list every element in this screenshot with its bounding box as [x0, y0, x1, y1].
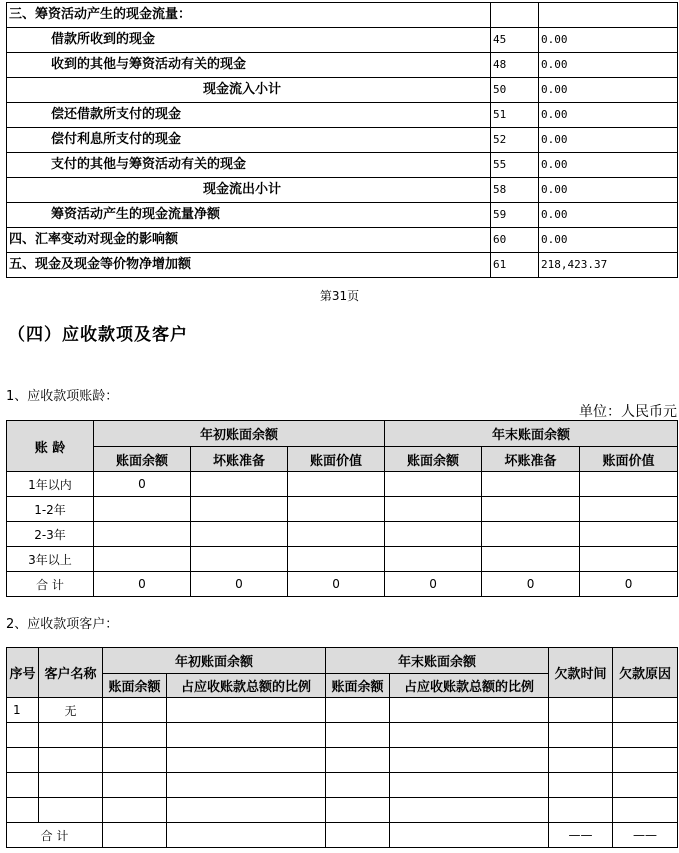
line-item-label: 三、筹资活动产生的现金流量： — [7, 3, 491, 28]
table-cell — [482, 472, 580, 497]
age-bucket-label: 2-3年 — [7, 522, 94, 547]
table-cell — [167, 723, 326, 748]
overdue-reason-column-header: 欠款原因 — [613, 648, 678, 698]
table-cell — [390, 773, 549, 798]
table-cell — [613, 798, 678, 823]
table-cell — [385, 547, 482, 572]
table-row — [7, 547, 678, 572]
table-row — [7, 103, 678, 128]
table-row — [7, 748, 678, 773]
line-number: 58 — [491, 178, 539, 203]
sub-header: 账面余额 — [326, 674, 390, 698]
line-item-label: 支付的其他与筹资活动有关的现金 — [7, 153, 491, 178]
table-row — [7, 497, 678, 522]
table-cell — [482, 497, 580, 522]
table-row — [7, 698, 678, 723]
table-cell — [167, 698, 326, 723]
section-title: （四）应收款项及客户 — [8, 325, 188, 345]
total-reason: —— — [613, 823, 678, 848]
table-row — [7, 153, 678, 178]
amount-value: 0.00 — [539, 128, 678, 153]
table-cell — [288, 497, 385, 522]
table-cell: 0 — [580, 572, 678, 597]
table-cell — [549, 748, 613, 773]
seq-cell — [7, 773, 39, 798]
total-time: —— — [549, 823, 613, 848]
line-number: 60 — [491, 228, 539, 253]
sub-header: 账面价值 — [288, 447, 385, 472]
total-label: 合 计 — [7, 823, 103, 848]
aging-subtitle: 1、应收款项账龄： — [6, 389, 119, 404]
table-cell — [103, 748, 167, 773]
seq-cell — [7, 798, 39, 823]
line-item-label: 收到的其他与筹资活动有关的现金 — [7, 53, 491, 78]
customers-subtitle: 2、应收款项客户： — [6, 617, 119, 632]
amount-value: 0.00 — [539, 228, 678, 253]
table-cell — [167, 798, 326, 823]
table-cell — [482, 522, 580, 547]
table-cell — [167, 773, 326, 798]
sub-header: 坏账准备 — [482, 447, 580, 472]
table-cell — [103, 723, 167, 748]
line-number: 61 — [491, 253, 539, 278]
table-cell — [103, 798, 167, 823]
table-cell — [103, 698, 167, 723]
amount-value: 0.00 — [539, 28, 678, 53]
table-cell — [288, 472, 385, 497]
line-item-label: 偿还借款所支付的现金 — [7, 103, 491, 128]
table-row — [7, 522, 678, 547]
cash-flow-table — [6, 2, 678, 278]
table-cell — [326, 698, 390, 723]
receivables-customers-table — [6, 647, 678, 848]
line-number: 59 — [491, 203, 539, 228]
table-cell — [549, 773, 613, 798]
age-bucket-label: 3年以上 — [7, 547, 94, 572]
table-cell — [385, 472, 482, 497]
amount-value: 0.00 — [539, 203, 678, 228]
amount-value: 0.00 — [539, 103, 678, 128]
age-bucket-label: 1-2年 — [7, 497, 94, 522]
table-cell — [191, 547, 288, 572]
seq-cell: 1 — [7, 698, 39, 723]
table-cell — [390, 723, 549, 748]
line-item-label: 借款所收到的现金 — [7, 28, 491, 53]
table-row — [7, 472, 678, 497]
table-cell — [103, 823, 167, 848]
table-cell — [613, 773, 678, 798]
sub-header: 占应收账款总额的比例 — [167, 674, 326, 698]
sub-header: 账面价值 — [580, 447, 678, 472]
customer-name-cell — [39, 723, 103, 748]
table-row — [7, 228, 678, 253]
age-bucket-label: 1年以内 — [7, 472, 94, 497]
table-row — [7, 723, 678, 748]
table-cell — [288, 547, 385, 572]
table-cell — [326, 773, 390, 798]
table-cell — [385, 497, 482, 522]
table-cell — [103, 773, 167, 798]
table-cell: 0 — [482, 572, 580, 597]
table-cell — [580, 497, 678, 522]
table-row — [7, 128, 678, 153]
line-number: 55 — [491, 153, 539, 178]
table-cell — [580, 522, 678, 547]
table-cell — [390, 798, 549, 823]
table-cell — [390, 748, 549, 773]
table-cell — [613, 748, 678, 773]
line-item-label: 四、汇率变动对现金的影响额 — [7, 228, 491, 253]
table-cell — [94, 497, 191, 522]
table-cell — [549, 798, 613, 823]
line-item-label: 现金流出小计 — [7, 178, 491, 203]
table-cell — [385, 522, 482, 547]
table-cell — [549, 723, 613, 748]
amount-value: 0.00 — [539, 78, 678, 103]
table-cell — [613, 723, 678, 748]
table-row — [7, 78, 678, 103]
table-cell — [390, 698, 549, 723]
table-cell: 0 — [94, 572, 191, 597]
begin-balance-group-header: 年初账面余额 — [103, 648, 326, 674]
sub-header: 坏账准备 — [191, 447, 288, 472]
line-number: 48 — [491, 53, 539, 78]
table-cell — [326, 798, 390, 823]
begin-balance-group-header: 年初账面余额 — [94, 421, 385, 447]
age-bucket-label: 合 计 — [7, 572, 94, 597]
table-row — [7, 773, 678, 798]
line-number: 52 — [491, 128, 539, 153]
table-cell — [580, 472, 678, 497]
amount-value: 0.00 — [539, 53, 678, 78]
table-row — [7, 28, 678, 53]
page-number: 第31页 — [319, 289, 360, 303]
sub-header: 占应收账款总额的比例 — [390, 674, 549, 698]
table-cell: 0 — [94, 472, 191, 497]
end-balance-group-header: 年末账面余额 — [326, 648, 549, 674]
sub-header: 账面余额 — [385, 447, 482, 472]
customer-name-cell — [39, 773, 103, 798]
line-item-label: 筹资活动产生的现金流量净额 — [7, 203, 491, 228]
seq-column-header: 序号 — [7, 648, 39, 698]
end-balance-group-header: 年末账面余额 — [385, 421, 678, 447]
amount-value: 218,423.37 — [539, 253, 678, 278]
amount-value: 0.00 — [539, 153, 678, 178]
table-cell — [167, 823, 326, 848]
seq-cell — [7, 748, 39, 773]
table-row — [7, 178, 678, 203]
table-row — [7, 572, 678, 597]
table-cell: 0 — [288, 572, 385, 597]
table-row — [7, 798, 678, 823]
table-cell — [482, 547, 580, 572]
customer-name-column-header: 客户名称 — [39, 648, 103, 698]
currency-unit: 单位：人民币元 — [579, 404, 677, 420]
amount-value — [539, 3, 678, 28]
table-cell — [94, 547, 191, 572]
line-item-label: 五、现金及现金等价物净增加额 — [7, 253, 491, 278]
table-cell: 0 — [191, 572, 288, 597]
table-cell — [167, 748, 326, 773]
receivables-aging-table — [6, 420, 678, 597]
table-row — [7, 3, 678, 28]
seq-cell — [7, 723, 39, 748]
amount-value: 0.00 — [539, 178, 678, 203]
line-number — [491, 3, 539, 28]
customer-name-cell: 无 — [39, 698, 103, 723]
table-cell — [94, 522, 191, 547]
age-column-header: 账 龄 — [7, 421, 94, 472]
table-row — [7, 53, 678, 78]
table-cell — [191, 497, 288, 522]
table-cell — [326, 823, 390, 848]
table-cell — [390, 823, 549, 848]
table-cell — [288, 522, 385, 547]
line-number: 50 — [491, 78, 539, 103]
table-cell — [613, 698, 678, 723]
table-cell — [549, 698, 613, 723]
line-item-label: 偿付利息所支付的现金 — [7, 128, 491, 153]
overdue-time-column-header: 欠款时间 — [549, 648, 613, 698]
line-number: 51 — [491, 103, 539, 128]
customer-name-cell — [39, 748, 103, 773]
table-cell — [191, 472, 288, 497]
table-cell — [191, 522, 288, 547]
sub-header: 账面余额 — [103, 674, 167, 698]
customer-name-cell — [39, 798, 103, 823]
table-row — [7, 203, 678, 228]
table-cell: 0 — [385, 572, 482, 597]
sub-header: 账面余额 — [94, 447, 191, 472]
line-item-label: 现金流入小计 — [7, 78, 491, 103]
table-cell — [326, 748, 390, 773]
line-number: 45 — [491, 28, 539, 53]
table-cell — [580, 547, 678, 572]
table-cell — [326, 723, 390, 748]
table-row — [7, 253, 678, 278]
